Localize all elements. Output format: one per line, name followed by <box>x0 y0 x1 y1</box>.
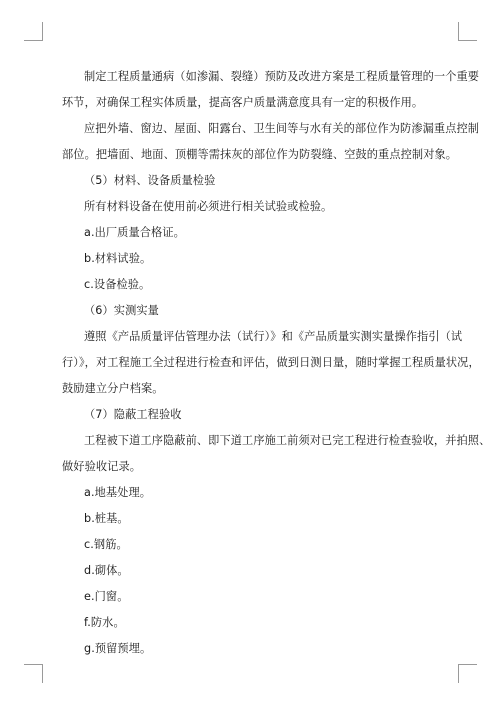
document-body <box>62 64 491 662</box>
list-item: c.钢筋。 <box>84 538 128 551</box>
list-item: e.门窗。 <box>84 590 129 603</box>
text-line: 行）》，对工程施工全过程进行检查和评估，做到日测日量，随时掌握工程质量状况， <box>62 356 480 369</box>
list-item: f.防水。 <box>84 616 125 629</box>
crop-mark-top-left <box>24 22 43 41</box>
crop-mark-bottom-left <box>24 664 43 683</box>
section-heading: （7）隐蔽工程验收 <box>84 408 182 421</box>
text-line: 鼓励建立分户档案。 <box>62 382 164 395</box>
list-item: a.地基处理。 <box>84 486 152 499</box>
list-item: b.材料试验。 <box>84 252 152 265</box>
text-line: 所有材料设备在使用前必须进行相关试验或检验。 <box>84 200 333 213</box>
text-line: 应把外墙、窗边、屋面、阳露台、卫生间等与水有关的部位作为防渗漏重点控制 <box>84 122 480 135</box>
text-line: 工程被下道工序隐蔽前、即下道工序施工前须对已完工程进行检查验收，并拍照、 <box>84 434 491 447</box>
section-heading: （5）材料、设备质量检验 <box>84 174 216 187</box>
list-item: b.桩基。 <box>84 512 129 525</box>
list-item: a.出厂质量合格证。 <box>84 226 185 239</box>
section-heading: （6）实测实量 <box>84 304 159 317</box>
crop-mark-top-right <box>458 22 477 41</box>
list-item: c.设备检验。 <box>84 278 151 291</box>
list-item: d.砌体。 <box>84 564 129 577</box>
text-line: 制定工程质量通病（如渗漏、裂缝）预防及改进方案是工程质量管理的一个重要 <box>84 70 480 83</box>
text-line: 环节，对确保工程实体质量，提高客户质量满意度具有一定的积极作用。 <box>62 96 424 109</box>
text-line: 遵照《产品质量评估管理办法（试行）》和《产品质量实测实量操作指引（试 <box>84 330 463 343</box>
text-line: 做好验收记录。 <box>62 460 142 473</box>
list-item: g.预留预埋。 <box>84 642 152 655</box>
text-line: 部位。把墙面、地面、顶棚等需抹灰的部位作为防裂缝、空鼓的重点控制对象。 <box>62 148 458 161</box>
crop-mark-bottom-right <box>458 664 477 683</box>
